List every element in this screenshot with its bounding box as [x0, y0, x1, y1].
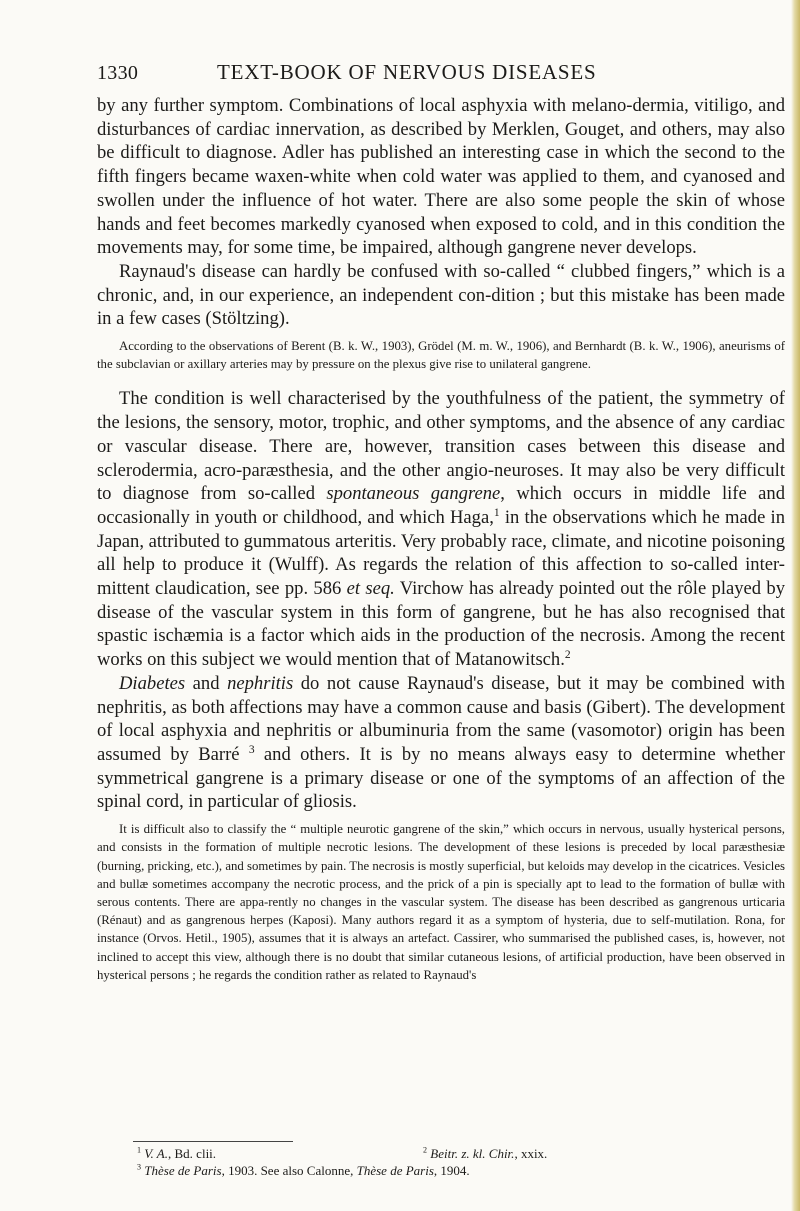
book-page: [97, 60, 785, 984]
paragraph-1: by any further symptom. Combinations of local asphyxia with melano-dermia, vitiligo, and disturbances of cardiac innervation, as described by Merklen, Gouget, and others, may also be difficult to diagnose. Adler has published an interesting case in which the second to the fifth fingers became waxen-white when cold water was applied to them, and cyanosed and swollen under the influence of hot water. There are also some people the skin of whose hands and feet becomes markedly cyanosed when exposed to cold, and in this condition the movements may, for some time, be impaired, although gangrene never develops.: [97, 95, 785, 259]
footnote-rule: [133, 1141, 293, 1142]
paragraph-4: Diabetes and nephritis do not cause Raynaud's disease, but it may be combined with nephritis, as both affections may have a common cause and basis (Gibert). The development of local asphyxia and nephritis or albuminuria from the same (vasomotor) origin has been assumed by Barré $^3$ and others. It is by no means always easy to determine whether symmetrical gangrene is a primary disease or one of the symptoms of an affection of the spinal cord, in particular of gliosis.: [97, 672, 785, 813]
footnotes: [97, 1145, 785, 1179]
running-title: TEXT-BOOK OF NERVOUS DISEASES: [217, 60, 597, 84]
running-header: [97, 60, 785, 94]
paragraph-2: Raynaud's disease can hardly be confused with so-called “ clubbed fingers,” which is a chronic, and, in our experience, an independent con-dition ; but this mistake has been made in a few cases (Stöltzing).: [97, 260, 785, 330]
footnote-2: $^2$ Beitr. z. kl. Chir., xxix.: [423, 1145, 548, 1161]
footnote-1: $^1$ V. A., Bd. clii.: [137, 1145, 217, 1161]
paragraph-3: The condition is well characterised by the youthfulness of the patient, the symmetry of the lesions, the sensory, motor, trophic, and other symptoms, and the absence of any cardiac or vascular disease. There are, however, transition cases between this disease and sclerodermia, acro-paræsthesia, and the other angio-neuroses. It may also be very difficult to diagnose from so-called spontaneous gangrene, which occurs in middle life and occasionally in youth or childhood, and which Haga,$^1$ in the observations which he made in Japan, attributed to gummatous arteritis. Very probably race, climate, and nicotine poisoning all help to produce it (Wulff). As regards the relation of this affection to so-called inter-mittent claudication, see pp. 586 et seq. Virchow has already pointed out the rôle played by disease of the vascular system in this form of gangrene, but he has also recognised that spastic ischæmia is a factor which aids in the production of the necrosis. Among the recent works on this subject we would mention that of Matanowitsch.$^2$: [97, 388, 785, 671]
small-print-note-1: According to the observations of Berent (B. k. W., 1903), Grödel (M. m. W., 1906), and Bernhardt (B. k. W., 1906), aneurisms of the subclavian or axillary arteries may by pressure on the plexus give rise to unilateral gangrene.: [97, 339, 785, 372]
page-edge: [791, 0, 800, 1211]
page-number: 1330: [97, 62, 139, 84]
footnote-3: $^3$ Thèse de Paris, 1903. See also Calonne, Thèse de Paris, 1904.: [137, 1162, 470, 1178]
small-print-note-2: It is difficult also to classify the “ multiple neurotic gangrene of the skin,” which occurs in nervous, usually hysterical persons, and consists in the formation of multiple necrotic lesions. The development of these lesions is preceded by local paræsthesiæ (burning, pricking, etc.), and sometimes by pain. The necrosis is mostly superficial, but keloids may develop in the cicatrices. Vesicles and bullæ sometimes accompany the necrotic process, and the prick of a pin is specially apt to lead to the formation of bullæ with serous contents. There are appa-rently no changes in the vascular system. The disease has been described as gangrenous urticaria (Rénaut) and as gangrenous herpes (Kaposi). Many authors regard it as a symptom of hysteria, due to self-mutilation. Rona, for instance (Orvos. Hetil., 1905), assumes that it is always an artefact. Cassirer, who summarised the published cases, is, however, not inclined to accept this view, although there is no doubt that similar cutaneous lesions, of artificial production, have been observed in hysterical persons ; he regards the condition rather as related to Raynaud's: [97, 822, 785, 982]
